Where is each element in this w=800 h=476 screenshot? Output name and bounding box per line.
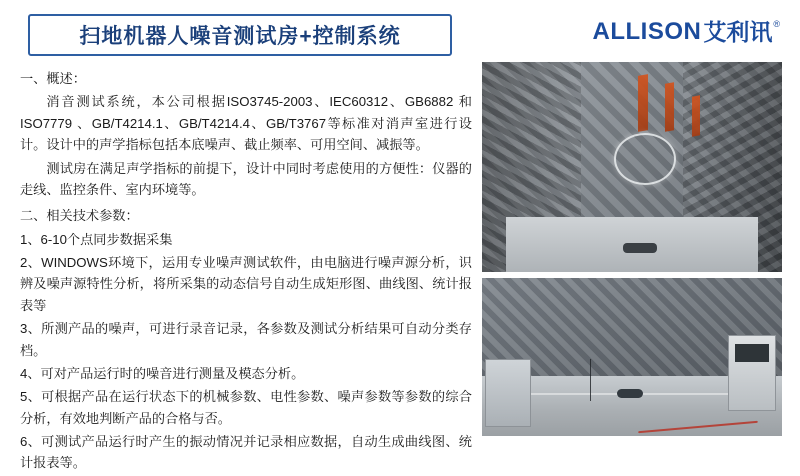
parameter-item-1: 1、6-10个点同步数据采集 <box>20 231 173 247</box>
title-box <box>28 14 452 56</box>
section-heading-parameters: 二、相关技术参数： <box>20 208 139 224</box>
section-heading-overview: 一、概述： <box>20 71 86 86</box>
parameter-item-5: 5、可根据产品在运行状态下的机械参数、电性参数、噪声参数等参数的综合分析，有效地判断产品的合格与否。 <box>20 389 472 426</box>
logo-name: ALLISON <box>592 18 702 45</box>
body-text <box>20 68 472 476</box>
chamber-wedge-pattern-2 <box>482 278 782 436</box>
parameter-item-6: 6、可测试产品运行时产生的振动情况并记录相应数据，自动生成曲线图、统计报表等。 <box>20 434 472 471</box>
chamber-door <box>485 359 531 427</box>
orange-wedge-accent-3 <box>692 95 700 136</box>
parameter-item-3: 3、所测产品的噪声，可进行录音记录，各参数及测试分析结果可自动分类存档。 <box>20 321 472 358</box>
anechoic-chamber-test-setup-photo <box>482 278 782 436</box>
instrument-cabinet <box>728 335 776 411</box>
test-device <box>623 243 657 253</box>
anechoic-chamber-interior-photo <box>482 62 782 272</box>
registered-mark-icon: ® <box>773 19 780 29</box>
logo-name-cn: 艾利讯 <box>703 19 773 45</box>
overview-paragraph-1: 消音测试系统，本公司根据ISO3745-2003、IEC60312、GB6882 和ISO7779 、GB/T4214.1、GB/T4214.4、GB/T3767等标准对消声室进行设计。设计中的声学指标包括本底噪声、截止频率、可用空间、减振等。 <box>20 94 472 153</box>
parameter-item-4: 4、可对产品运行时的噪音进行测量及模态分析。 <box>20 365 305 381</box>
page-title: 扫地机器人噪音测试房+控制系统 <box>79 25 401 48</box>
orange-wedge-accent-1 <box>638 74 648 132</box>
overview-paragraph-2: 测试房在满足声学指标的前提下，设计中同时考虑使用的方便性：仪器的走线、监控条件、室内环境等。 <box>20 160 472 197</box>
chamber-wedge-pattern <box>482 62 782 272</box>
robot-vacuum-under-test <box>617 389 643 398</box>
ceiling-fixture <box>614 133 676 185</box>
microphone-tripod <box>590 359 591 401</box>
instrument-screen <box>735 344 769 362</box>
orange-wedge-accent-2 <box>665 82 674 132</box>
company-logo <box>593 18 780 52</box>
parameter-item-2: 2、WINDOWS环境下，运用专业噪声测试软件，由电脑进行噪声源分析，识辨及噪声源特性分析，将所采集的动态信号自动生成矩形图、曲线图、统计报表等 <box>20 255 472 313</box>
